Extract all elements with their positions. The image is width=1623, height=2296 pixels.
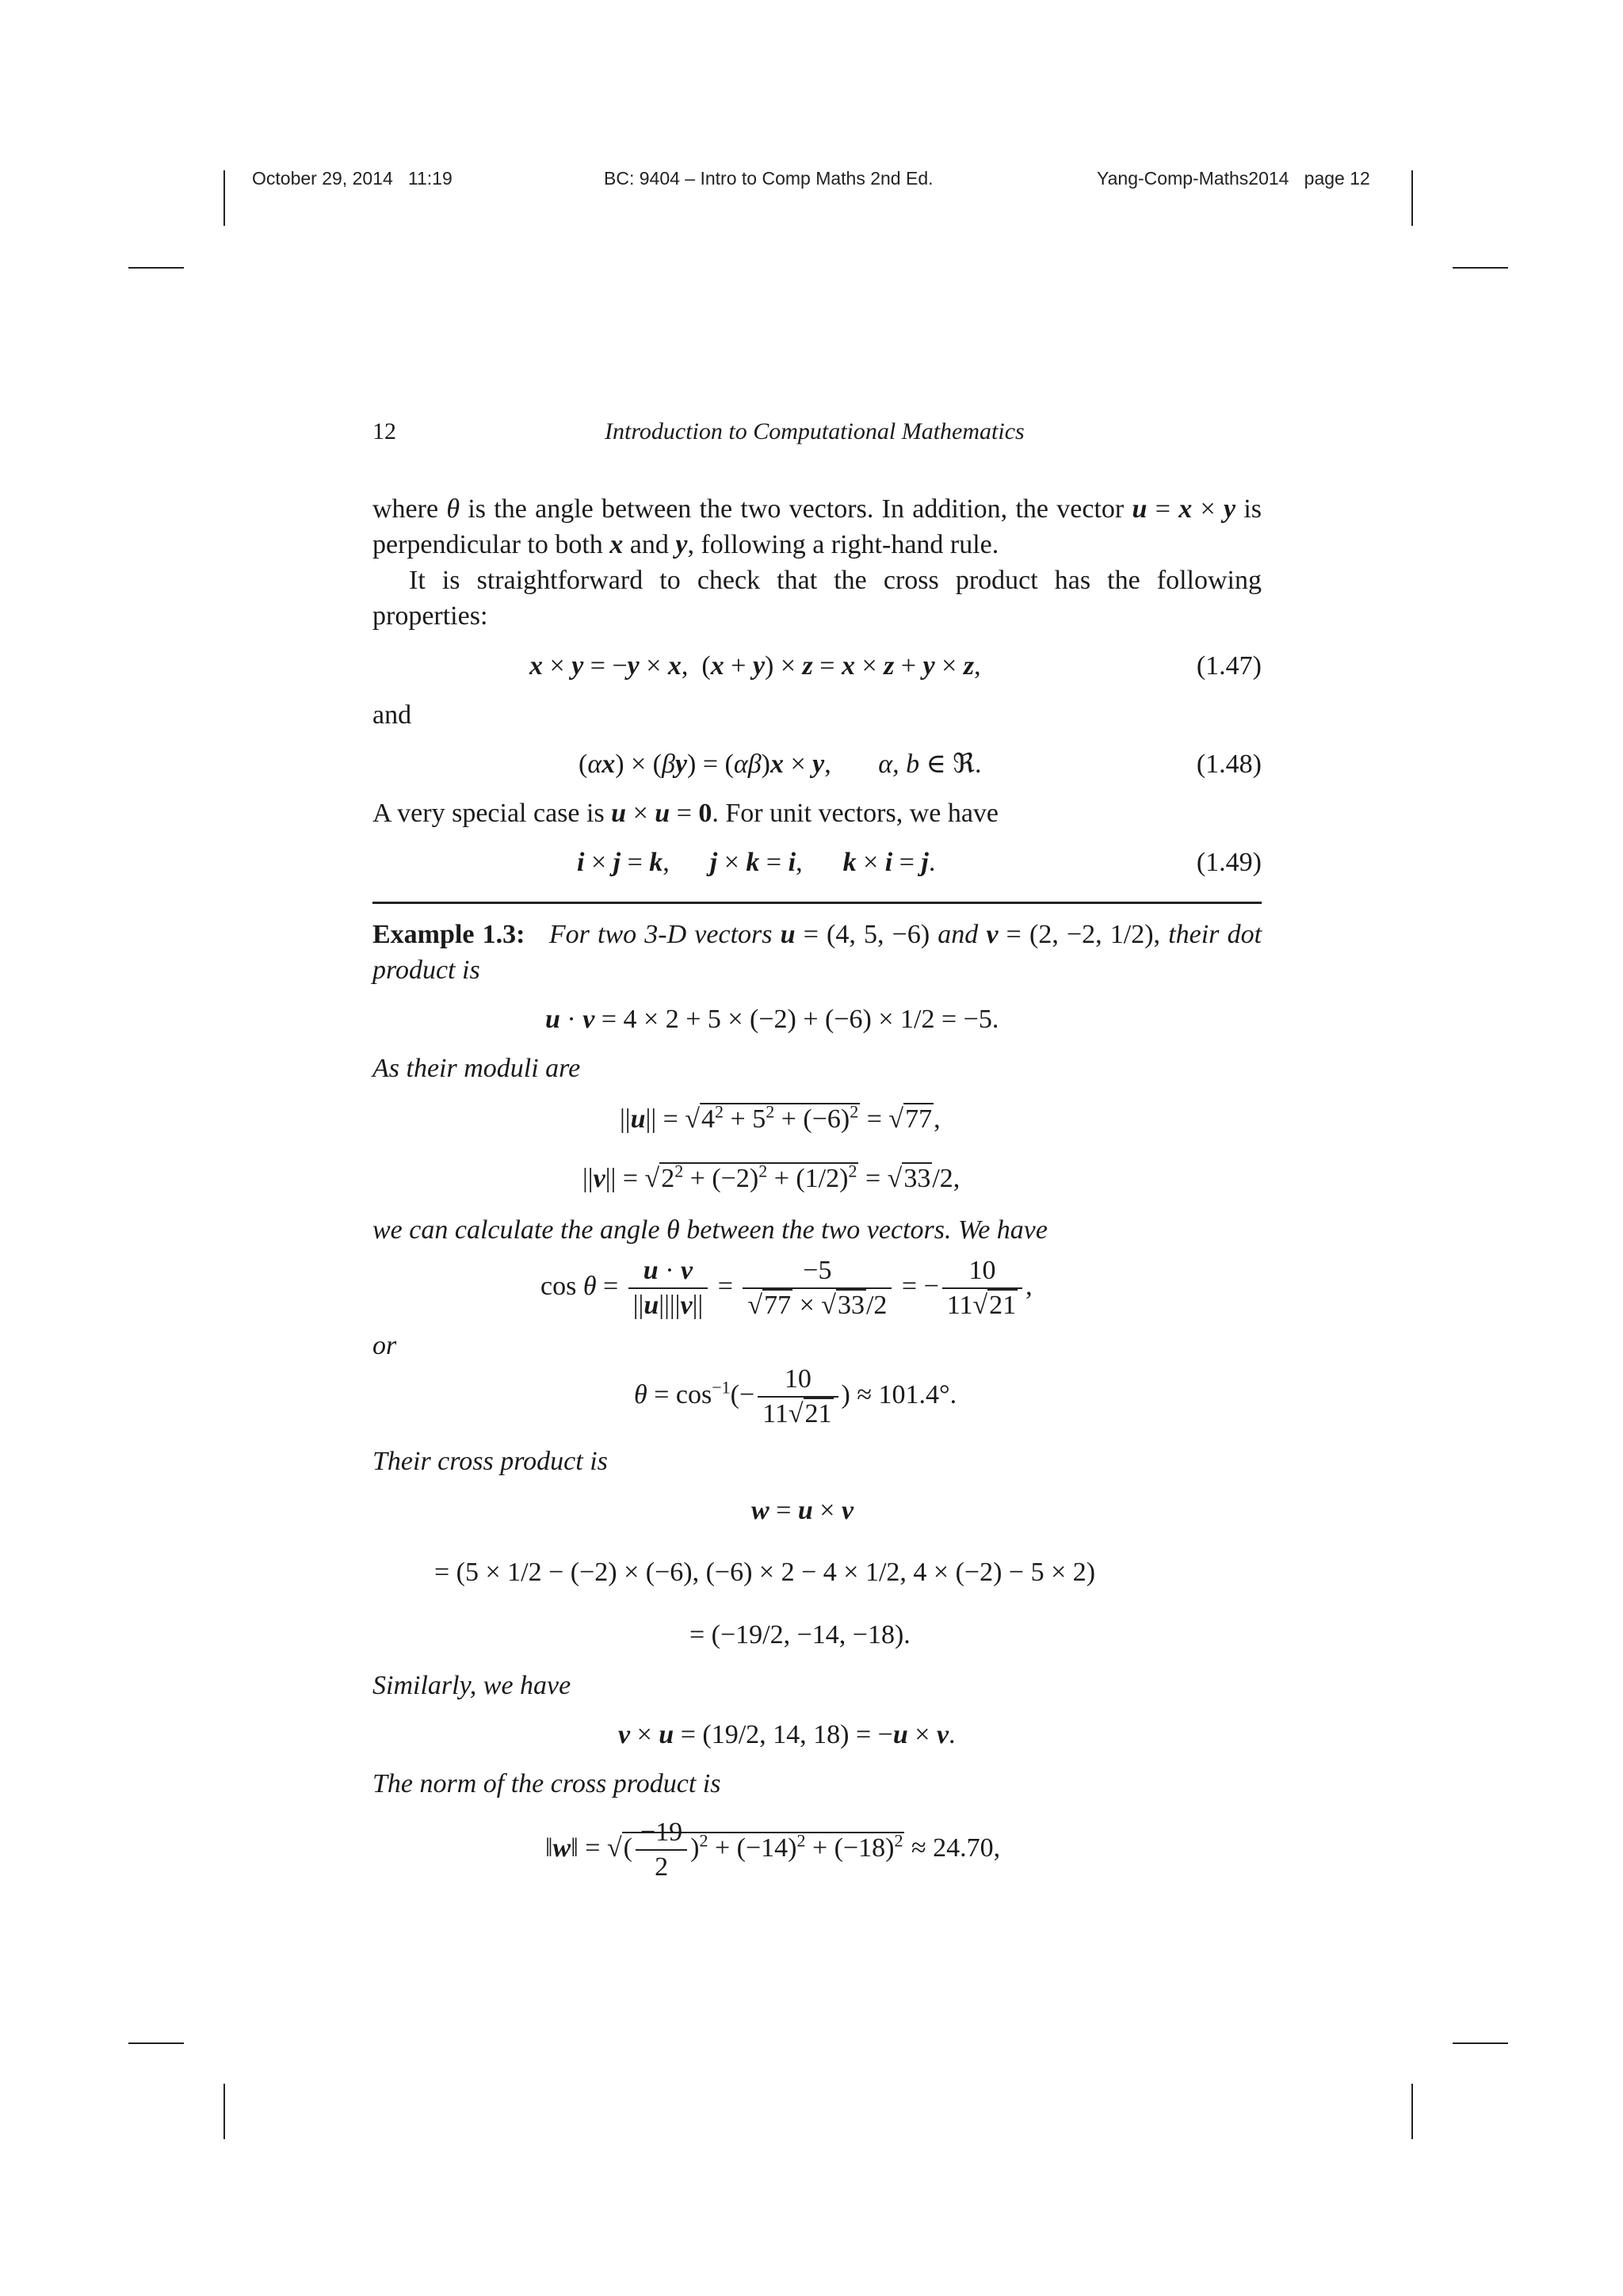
similarly-text: Similarly, we have [372, 1671, 571, 1700]
paragraph-properties: It is straightforward to check that the cross product has the following properties: [372, 566, 1262, 631]
slug-file [1097, 168, 1370, 189]
equation-1-49: i × j = k, j × k = i, k × i = j. [577, 848, 936, 877]
equation-modulus-u: $||u|| = √4^2 + 5^2 + (-6)^2 = √77$, [620, 1101, 941, 1134]
equation-dot-product: u · v = 4 × 2 + 5 × (−2) + (−6) × 1/2 = −5. [545, 1005, 999, 1034]
crop-mark-bottom-right-h [1453, 2042, 1508, 2044]
crop-mark-top-right-h [1453, 267, 1508, 269]
example-paragraph: Example 1.3: For two 3-D vectors u = (4, 5, −6) and v = (2, −2, 1/2), their dot product is [372, 920, 1262, 985]
moduli-text: As their moduli are [372, 1054, 581, 1083]
crop-mark-top-left-h [128, 267, 184, 269]
special-case-prefix: A very special case is [372, 799, 605, 828]
equation-cos-theta: cos θ = $\frac{u \cdot v}{||u||||v||}$ = $\frac{-5}{√77 \times √33/2}$ = − $\frac{10}{11√21}$ , [540, 1254, 1033, 1322]
equation-1-48: (αx) × (βy) = (αβ)x × y, α, b ∈ ℜ. [579, 749, 982, 779]
slug-book: BC: 9404 – Intro to Comp Maths 2nd Ed. [604, 168, 934, 189]
paragraph-angle: where θ is the angle between the two vectors. In addition, the vector u = x × y is perpendicular to both x and y, following a right-hand rule. [372, 494, 1262, 559]
slug-page-text: page 12 [1304, 168, 1370, 189]
and-text: and [372, 700, 412, 730]
special-case-line: A very special case is u × u = 0. For unit vectors, we have [372, 799, 999, 828]
crop-mark-bottom-left [223, 2084, 225, 2139]
special-case-suffix: . For unit vectors, we have [712, 799, 999, 828]
equation-w-result: = (−19/2, −14, −18). [689, 1620, 911, 1650]
crop-mark-top-left [223, 170, 225, 226]
equation-v-cross-u: v × u = (19/2, 14, 18) = −u × v. [618, 1720, 956, 1749]
equation-w-expand: = (5 × 1/2 − (−2) × (−6), (−6) × 2 − 4 × 1/2, 4 × (−2) − 5 × 2) [434, 1558, 1096, 1587]
equation-1-47: x × y = −y × x, (x + y) × z = x × z + y × z, [529, 651, 981, 681]
equation-number-1-48: (1.48) [1196, 749, 1262, 779]
example-rule [372, 902, 1262, 904]
equation-number-1-49: (1.49) [1196, 848, 1262, 877]
equation-number-1-47: (1.47) [1196, 651, 1262, 681]
equation-norm-w: ‖w‖ = √( $\frac{-19}{2}$ )$^2 + (-14)^2 + (-18)^2 \approx 24.70$, [545, 1816, 1000, 1884]
slug-date [252, 168, 453, 189]
slug-file-text: Yang-Comp-Maths2014 [1097, 168, 1289, 189]
equation-w-def: w = u × v [751, 1496, 854, 1525]
crop-mark-top-right [1411, 170, 1413, 226]
example-intro [372, 917, 1262, 988]
slug-time-text: 11:19 [407, 168, 453, 189]
running-head-title: Introduction to Computational Mathematics [605, 418, 1025, 444]
norm-intro-text: The norm of the cross product is [372, 1769, 721, 1798]
example-label: Example 1.3: [372, 920, 525, 949]
equation-modulus-v: $||v|| = √2^2 + (-2)^2 + (1/2)^2 = √33/2$, [582, 1161, 960, 1193]
slug-date-text: October 29, 2014 [252, 168, 393, 189]
or-text: or [372, 1331, 397, 1360]
equation-theta: $\theta = \cos^{-1}(-$ $\frac{10}{11√21}$ ) ≈ 101.4°. [634, 1363, 957, 1431]
intro-paragraphs [372, 491, 1262, 634]
crop-mark-bottom-right [1411, 2084, 1413, 2139]
running-head-page-number: 12 [372, 418, 396, 444]
angle-text: we can calculate the angle θ between the two vectors. We have [372, 1215, 1048, 1245]
crop-mark-bottom-left-h [128, 2042, 184, 2044]
cross-intro-text: Their cross product is [372, 1447, 608, 1476]
